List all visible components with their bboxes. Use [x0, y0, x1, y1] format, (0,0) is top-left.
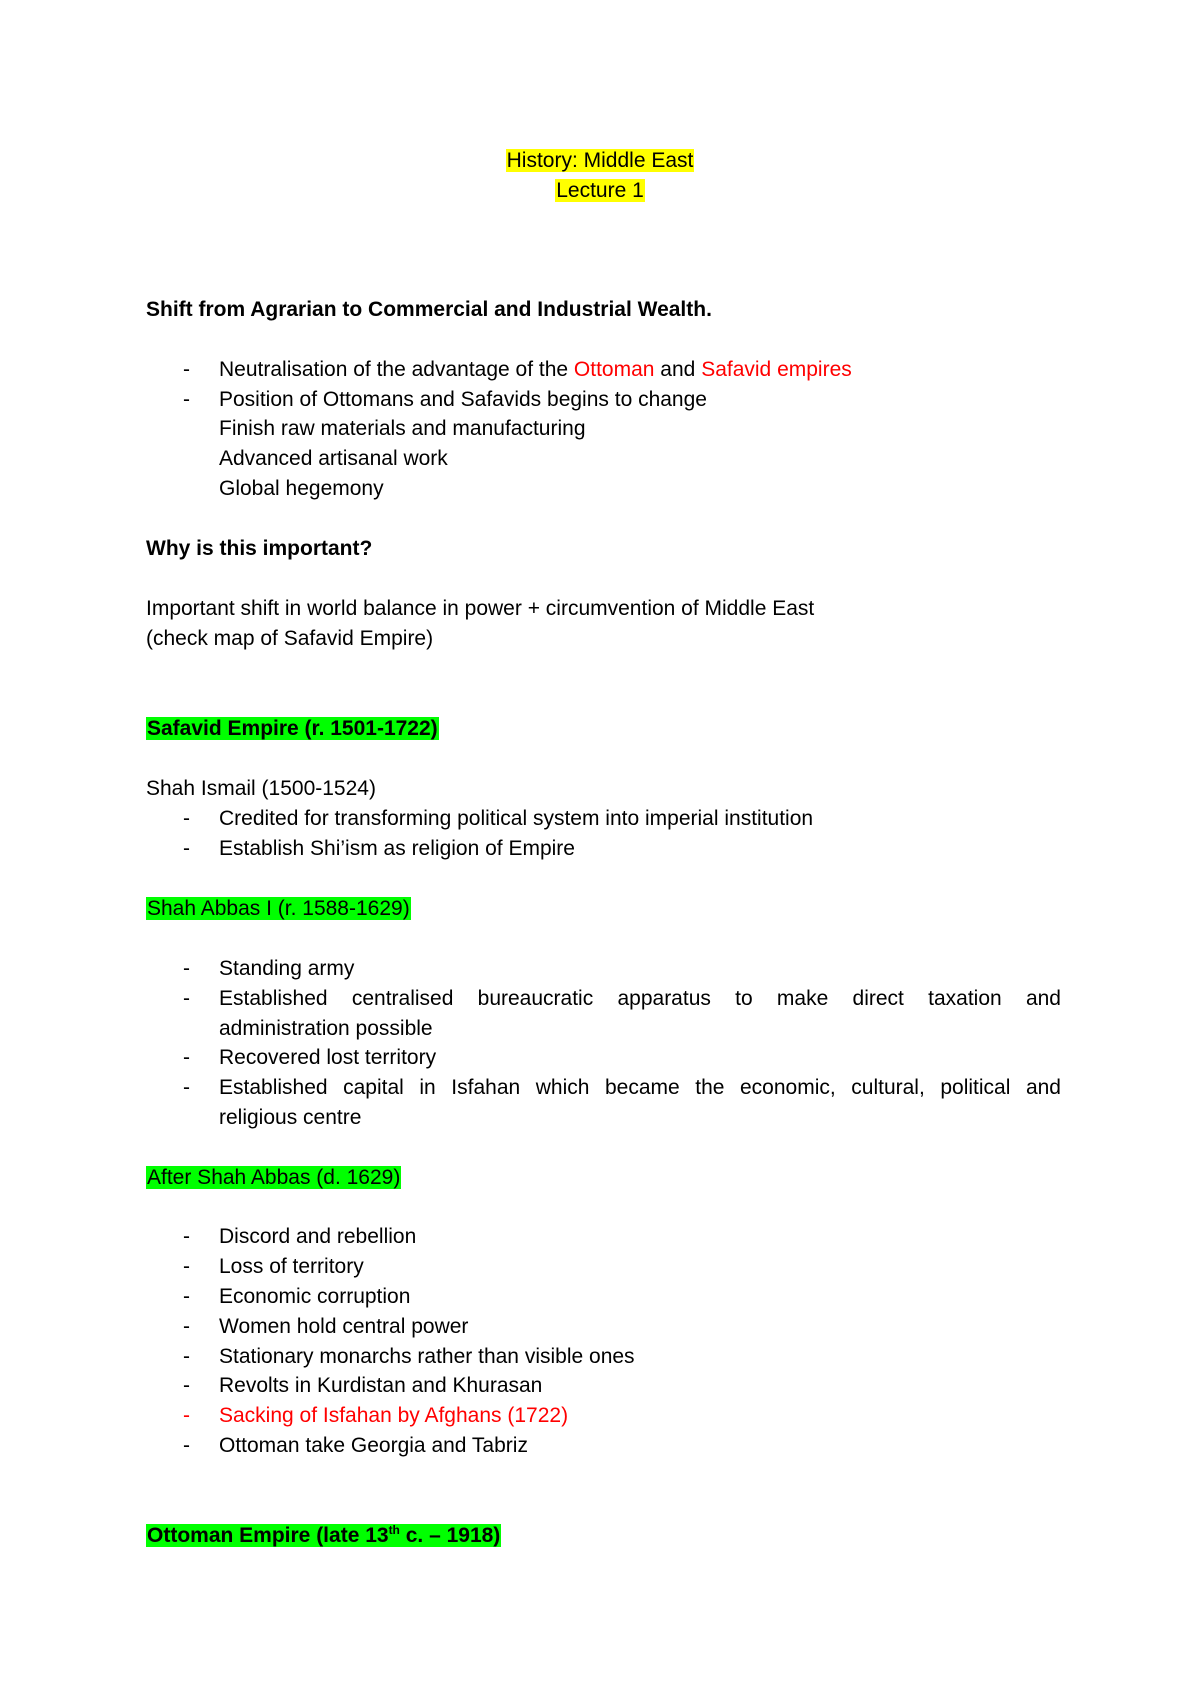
list-item: Established centralised bureaucratic apparatus to make direct taxation and	[219, 987, 1061, 1010]
bullet-dash: -	[183, 987, 190, 1010]
list-item-continuation: religious centre	[219, 1106, 362, 1129]
abbas-heading-text: Shah Abbas I (r. 1588-1629)	[147, 897, 410, 920]
section1-subline: Finish raw materials and manufacturing	[219, 417, 586, 440]
bullet-dash: -	[183, 1285, 190, 1308]
after-abbas-heading-text: After Shah Abbas (d. 1629)	[147, 1166, 401, 1189]
bullet1-text-mid: and	[654, 358, 702, 381]
list-item: Credited for transforming political system into imperial institution	[219, 807, 814, 830]
list-item: Established capital in Isfahan which became the economic, cultural, political and	[219, 1076, 1061, 1099]
section1-heading: Shift from Agrarian to Commercial and Industrial Wealth.	[146, 298, 712, 321]
shah-ismail-line: Shah Ismail (1500-1524)	[146, 777, 376, 800]
bullet-dash: -	[183, 807, 190, 830]
doc-title-line2: Lecture 1	[556, 179, 644, 202]
bullet-dash: -	[183, 957, 190, 980]
list-item: Revolts in Kurdistan and Khurasan	[219, 1374, 543, 1397]
list-item-highlighted: Sacking of Isfahan by Afghans (1722)	[219, 1404, 569, 1427]
bullet1-text-red2: Safavid empires	[701, 358, 852, 381]
bullet-dash: -	[183, 837, 190, 860]
list-item: Ottoman take Georgia and Tabriz	[219, 1434, 528, 1457]
bullet1-text-pre: Neutralisation of the advantage of the	[219, 358, 574, 381]
section1-bullet1	[219, 357, 852, 383]
ottoman-heading-text	[146, 1524, 501, 1547]
ottoman-heading-sup: th	[388, 1523, 400, 1537]
abbas-heading	[146, 896, 411, 922]
list-item: Women hold central power	[219, 1315, 469, 1338]
list-item: Economic corruption	[219, 1285, 411, 1308]
doc-subtitle	[0, 178, 1200, 204]
list-item: Standing army	[219, 957, 355, 980]
section1-subline: Advanced artisanal work	[219, 447, 448, 470]
bullet-dash: -	[183, 1225, 190, 1248]
bullet-dash: -	[183, 388, 190, 411]
list-item-continuation: administration possible	[219, 1017, 433, 1040]
after-abbas-heading	[146, 1165, 401, 1191]
section2-heading: Why is this important?	[146, 537, 373, 560]
bullet-dash: -	[183, 358, 190, 381]
safavid-heading-text: Safavid Empire (r. 1501-1722)	[147, 717, 438, 740]
bullet-dash: -	[183, 1046, 190, 1069]
bullet-dash: -	[183, 1076, 190, 1099]
bullet-dash: -	[183, 1345, 190, 1368]
bullet-dash: -	[183, 1434, 190, 1457]
doc-title-line1: History: Middle East	[506, 149, 694, 172]
bullet-dash: -	[183, 1315, 190, 1338]
section2-line2: (check map of Safavid Empire)	[146, 627, 434, 650]
doc-title	[0, 148, 1200, 174]
list-item: Recovered lost territory	[219, 1046, 437, 1069]
section1-bullet2: Position of Ottomans and Safavids begins to change	[219, 388, 707, 411]
safavid-heading	[146, 716, 439, 742]
bullet1-text-red1: Ottoman	[573, 358, 655, 381]
section2-line1: Important shift in world balance in power + circumvention of Middle East	[146, 597, 815, 620]
ottoman-heading-pre: Ottoman Empire (late 13	[147, 1524, 389, 1547]
list-item: Loss of territory	[219, 1255, 364, 1278]
list-item: Discord and rebellion	[219, 1225, 417, 1248]
bullet-dash: -	[183, 1374, 190, 1397]
bullet-dash: -	[183, 1404, 190, 1427]
bullet-dash: -	[183, 1255, 190, 1278]
list-item: Stationary monarchs rather than visible ones	[219, 1345, 635, 1368]
list-item: Establish Shi’ism as religion of Empire	[219, 837, 575, 860]
section1-subline: Global hegemony	[219, 477, 384, 500]
ottoman-heading	[146, 1523, 501, 1549]
ottoman-heading-post: c. – 1918)	[399, 1524, 501, 1547]
